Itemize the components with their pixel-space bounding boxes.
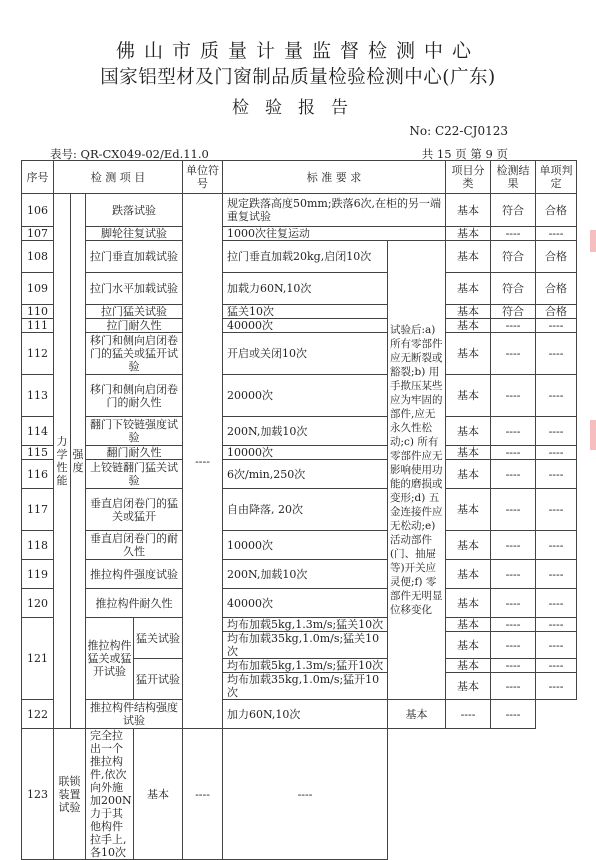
row-number: 107 bbox=[22, 227, 54, 241]
table-row bbox=[22, 375, 577, 417]
test-item: 推拉构件耐久性 bbox=[86, 589, 183, 618]
test-result: ---- bbox=[491, 319, 536, 333]
table-row bbox=[22, 333, 577, 375]
test-subitem: 猛开试验 bbox=[134, 659, 183, 700]
row-number: 123 bbox=[22, 729, 54, 860]
test-condition: 40000次 bbox=[223, 589, 388, 618]
common-requirement: 试验后:a) 所有零部件应无断裂或豁裂;b) 用手揿压某些应为牢固的部件,应无永久性松动;c) 所有零部件应无影响使用功能的磨损或变形;d) 五金连接件应无松动;e) 活动部件(门、抽屉等)开关应灵便;f) 零部件无明显位移变化 bbox=[388, 241, 446, 700]
item-class: 基本 bbox=[134, 729, 183, 860]
row-number: 112 bbox=[22, 333, 54, 375]
category-mechanical: 力学性能 bbox=[54, 194, 71, 729]
row-number: 106 bbox=[22, 194, 54, 227]
item-class: 基本 bbox=[446, 333, 491, 375]
test-item: 联锁装置试验 bbox=[54, 729, 86, 860]
row-number: 109 bbox=[22, 273, 54, 305]
unit-symbol: ---- bbox=[183, 194, 223, 729]
table-row bbox=[22, 489, 577, 531]
test-condition: 猛关10次 bbox=[223, 305, 388, 319]
test-result: ---- bbox=[491, 333, 536, 375]
item-judgement: ---- bbox=[536, 319, 577, 333]
page-indicator: 共 15 页 第 9 页 bbox=[421, 147, 508, 161]
test-condition: 200N,加载10次 bbox=[223, 560, 388, 589]
form-number: 表号: QR-CX049-02/Ed.11.0 bbox=[50, 147, 209, 161]
row-number: 108 bbox=[22, 241, 54, 273]
test-result: ---- bbox=[446, 700, 491, 729]
item-judgement: ---- bbox=[536, 333, 577, 375]
test-item: 拉门垂直加载试验 bbox=[86, 241, 183, 273]
test-item: 拉门猛关试验 bbox=[86, 305, 183, 319]
item-judgement: ---- bbox=[536, 673, 577, 700]
org-name: 佛山市质量计量监督检测中心 bbox=[115, 40, 480, 62]
table-row bbox=[22, 241, 577, 273]
header-judge: 单项判定 bbox=[536, 161, 577, 194]
test-result: ---- bbox=[183, 729, 223, 860]
header-result: 检测结果 bbox=[491, 161, 536, 194]
test-condition: 40000次 bbox=[223, 319, 388, 333]
test-result: ---- bbox=[491, 531, 536, 560]
table-row bbox=[22, 589, 577, 618]
item-judgement: ---- bbox=[223, 729, 388, 860]
item-judgement: ---- bbox=[536, 375, 577, 417]
item-class: 基本 bbox=[446, 531, 491, 560]
test-condition: 自由降落, 20次 bbox=[223, 489, 388, 531]
test-result: ---- bbox=[491, 673, 536, 700]
test-item: 推拉构件猛关或猛开试验 bbox=[86, 618, 134, 700]
item-judgement: ---- bbox=[536, 417, 577, 446]
item-judgement: ---- bbox=[491, 700, 536, 729]
item-judgement: ---- bbox=[536, 560, 577, 589]
table-row bbox=[22, 531, 577, 560]
test-result: ---- bbox=[491, 375, 536, 417]
item-class: 基本 bbox=[446, 673, 491, 700]
test-condition: 均布加载35kg,1.0m/s;猛关10次 bbox=[223, 632, 388, 659]
item-class: 基本 bbox=[446, 589, 491, 618]
table-row bbox=[22, 446, 577, 460]
item-judgement: ---- bbox=[536, 227, 577, 241]
table-row bbox=[22, 560, 577, 589]
test-result: 符合 bbox=[491, 194, 536, 227]
item-judgement: 合格 bbox=[536, 305, 577, 319]
table-row bbox=[22, 227, 577, 241]
item-judgement: ---- bbox=[536, 618, 577, 632]
test-item: 拉门水平加载试验 bbox=[86, 273, 183, 305]
table-row bbox=[22, 194, 577, 227]
row-number: 117 bbox=[22, 489, 54, 531]
item-class: 基本 bbox=[446, 273, 491, 305]
item-class: 基本 bbox=[446, 460, 491, 489]
edge-stamp-mark bbox=[590, 230, 596, 252]
row-number: 118 bbox=[22, 531, 54, 560]
test-result: ---- bbox=[491, 489, 536, 531]
table-row bbox=[22, 319, 577, 333]
header-item: 检 测 项 目 bbox=[54, 161, 183, 194]
test-condition: 拉门垂直加载20kg,启闭10次 bbox=[223, 241, 388, 273]
test-result: ---- bbox=[491, 632, 536, 659]
item-class: 基本 bbox=[446, 659, 491, 673]
test-result: ---- bbox=[491, 227, 536, 241]
report-number: No: C22-CJ0123 bbox=[409, 124, 508, 138]
item-class: 基本 bbox=[446, 489, 491, 531]
item-judgement: ---- bbox=[536, 489, 577, 531]
header-unit: 单位符号 bbox=[183, 161, 223, 194]
test-result: ---- bbox=[491, 589, 536, 618]
item-judgement: ---- bbox=[536, 446, 577, 460]
header-standard: 标 准 要 求 bbox=[223, 161, 446, 194]
table-row bbox=[22, 460, 577, 489]
item-class: 基本 bbox=[446, 305, 491, 319]
edge-stamp-mark bbox=[590, 420, 596, 450]
test-condition: 200N,加载10次 bbox=[223, 417, 388, 446]
test-result: ---- bbox=[491, 446, 536, 460]
category-strength: 强度 bbox=[71, 194, 86, 729]
item-class: 基本 bbox=[388, 700, 446, 729]
table-row bbox=[22, 273, 577, 305]
item-class: 基本 bbox=[446, 446, 491, 460]
table-row bbox=[22, 700, 577, 729]
test-condition: 完全拉出一个推拉构件,依次向外施加200N力于其他构件拉手上,各10次 bbox=[86, 729, 134, 860]
test-condition: 加载力60N,10次 bbox=[223, 273, 388, 305]
test-condition: 10000次 bbox=[223, 446, 388, 460]
report-title: 检验报告 bbox=[232, 98, 364, 118]
test-result: ---- bbox=[491, 659, 536, 673]
row-number: 110 bbox=[22, 305, 54, 319]
test-condition: 10000次 bbox=[223, 531, 388, 560]
test-item: 移门和侧向启闭卷门的猛关或猛开试验 bbox=[86, 333, 183, 375]
test-result: 符合 bbox=[491, 241, 536, 273]
item-class: 基本 bbox=[446, 194, 491, 227]
item-judgement: ---- bbox=[536, 659, 577, 673]
test-item: 垂直启闭卷门的耐久性 bbox=[86, 531, 183, 560]
test-item: 拉门耐久性 bbox=[86, 319, 183, 333]
test-item: 推拉构件强度试验 bbox=[86, 560, 183, 589]
item-class: 基本 bbox=[446, 319, 491, 333]
test-item: 上铰链翻门猛关试验 bbox=[86, 460, 183, 489]
test-subitem: 猛关试验 bbox=[134, 618, 183, 659]
row-number: 114 bbox=[22, 417, 54, 446]
test-condition: 均布加载5kg,1.3m/s;猛开10次 bbox=[223, 659, 388, 673]
test-condition: 1000次往复运动 bbox=[223, 227, 446, 241]
test-result: ---- bbox=[491, 560, 536, 589]
header-seq: 序号 bbox=[22, 161, 54, 194]
item-judgement: ---- bbox=[536, 460, 577, 489]
table-row bbox=[22, 305, 577, 319]
row-number: 116 bbox=[22, 460, 54, 489]
row-number: 122 bbox=[22, 700, 54, 729]
item-class: 基本 bbox=[446, 375, 491, 417]
row-number: 120 bbox=[22, 589, 54, 618]
test-result: ---- bbox=[491, 460, 536, 489]
item-class: 基本 bbox=[446, 417, 491, 446]
test-item: 推拉构件结构强度试验 bbox=[86, 700, 183, 729]
item-class: 基本 bbox=[446, 241, 491, 273]
table-row bbox=[22, 417, 577, 446]
test-condition: 均布加载35kg,1.0m/s;猛开10次 bbox=[223, 673, 388, 700]
test-result: 符合 bbox=[491, 273, 536, 305]
center-name: 国家铝型材及门窗制品质量检验检测中心(广东) bbox=[100, 67, 496, 88]
item-class: 基本 bbox=[446, 560, 491, 589]
row-number: 119 bbox=[22, 560, 54, 589]
test-condition: 加力60N,10次 bbox=[223, 700, 388, 729]
test-condition: 20000次 bbox=[223, 375, 388, 417]
test-item: 跌落试验 bbox=[86, 194, 183, 227]
table-row bbox=[22, 618, 577, 632]
item-judgement: ---- bbox=[536, 531, 577, 560]
item-class: 基本 bbox=[446, 227, 491, 241]
test-condition: 6次/min,250次 bbox=[223, 460, 388, 489]
test-item: 翻门耐久性 bbox=[86, 446, 183, 460]
test-item: 垂直启闭卷门的猛关或猛开 bbox=[86, 489, 183, 531]
item-judgement: ---- bbox=[536, 632, 577, 659]
test-result: 符合 bbox=[491, 305, 536, 319]
header-class: 项目分类 bbox=[446, 161, 491, 194]
item-judgement: ---- bbox=[536, 589, 577, 618]
item-judgement: 合格 bbox=[536, 241, 577, 273]
item-class: 基本 bbox=[446, 632, 491, 659]
row-number: 115 bbox=[22, 446, 54, 460]
test-item: 脚轮往复试验 bbox=[86, 227, 183, 241]
test-item: 翻门下铰链强度试验 bbox=[86, 417, 183, 446]
test-item: 移门和侧向启闭卷门的耐久性 bbox=[86, 375, 183, 417]
row-number: 121 bbox=[22, 618, 54, 700]
item-judgement: 合格 bbox=[536, 194, 577, 227]
test-condition: 均布加载5kg,1.3m/s;猛关10次 bbox=[223, 618, 388, 632]
test-result: ---- bbox=[491, 417, 536, 446]
item-judgement: 合格 bbox=[536, 273, 577, 305]
row-number: 113 bbox=[22, 375, 54, 417]
test-result: ---- bbox=[491, 618, 536, 632]
test-condition: 规定跌落高度50mm;跌落6次,在柜的另一端重复试验 bbox=[223, 194, 446, 227]
test-condition: 开启或关闭10次 bbox=[223, 333, 388, 375]
item-class: 基本 bbox=[446, 618, 491, 632]
inspection-table bbox=[21, 160, 577, 860]
row-number: 111 bbox=[22, 319, 54, 333]
